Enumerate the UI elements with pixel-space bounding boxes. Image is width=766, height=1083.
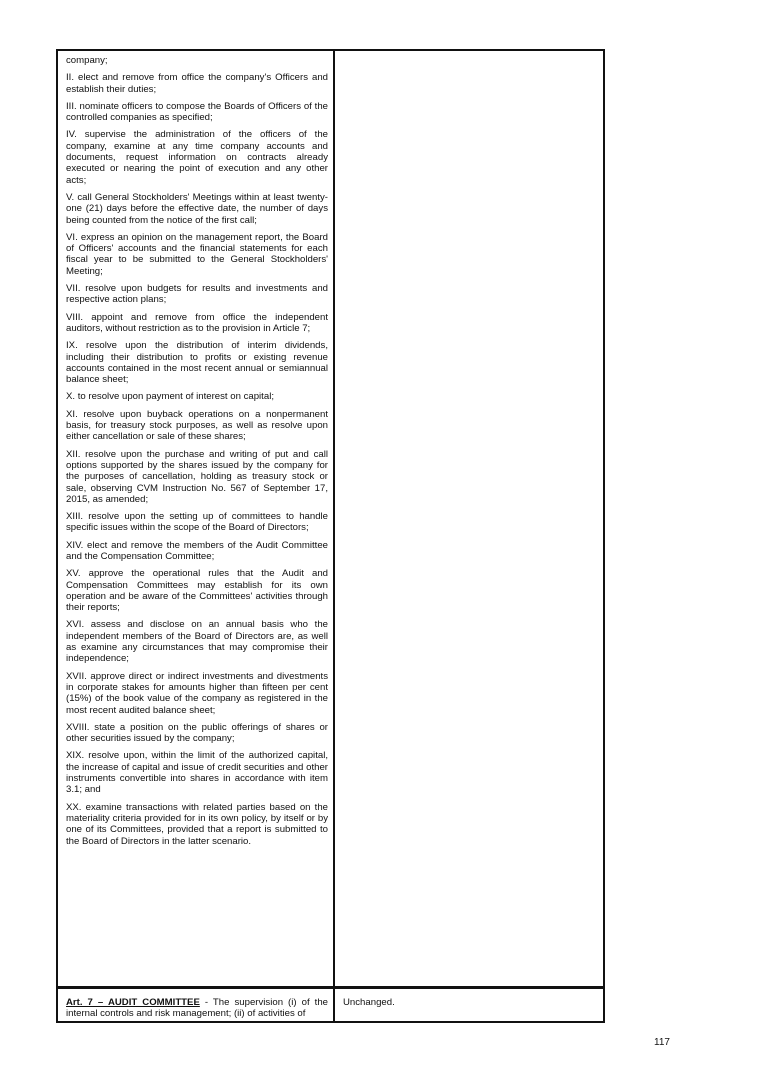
paragraph: XII. resolve upon the purchase and writing of put and call options supported by the shares issued by the company for the purposes of cancellation, holding as treasury stock or sale, observing CVM Instruction No. 567 of September 17, 2015, as amended; [66, 448, 328, 505]
comparison-table [56, 49, 605, 1023]
paragraph: XI. resolve upon buyback operations on a nonpermanent basis, for treasury stock purposes, as well as resolve upon either cancellation or sale of these shares; [66, 408, 328, 443]
paragraph: XV. approve the operational rules that the Audit and Compensation Committees may establish for its own operation and be aware of the Committees' activities through their reports; [66, 568, 328, 614]
paragraph: X. to resolve upon payment of interest on capital; [66, 391, 274, 403]
paragraph: VI. express an opinion on the management report, the Board of Officers' accounts and the financial statements for each fiscal year to be submitted to the General Stockholders' Meeting; [66, 231, 328, 277]
column-divider [333, 51, 335, 1021]
paragraph: II. elect and remove from office the company's Officers and establish their duties; [66, 72, 328, 95]
row1-left-cell [66, 55, 328, 853]
paragraph: company; [66, 55, 108, 66]
article-text: - The supervision (i) of the internal controls and risk management; (ii) of activities of [66, 997, 328, 1020]
paragraph: XIV. elect and remove the members of the Audit Committee and the Compensation Committee; [66, 539, 328, 562]
paragraph: XIII. resolve upon the setting up of committees to handle specific issues within the scope of the Board of Directors; [66, 511, 328, 534]
article-heading: Art. 7 – AUDIT COMMITTEE [66, 997, 200, 1008]
paragraph: V. call General Stockholders' Meetings within at least twenty-one (21) days before the effective date, the number of days being counted from the notice of the first call; [66, 191, 328, 226]
paragraph: XIX. resolve upon, within the limit of the authorized capital, the increase of capital and issue of credit securities and other instruments convertible into shares in accordance with item 3.1; and [66, 750, 328, 796]
row2-left-cell [66, 997, 328, 1020]
paragraph: VIII. appoint and remove from office the independent auditors, without restriction as to the provision in Article 7; [66, 311, 328, 334]
paragraph: IX. resolve upon the distribution of interim dividends, including their distribution to profits or existing revenue accounts contained in the most recent annual or semiannual balance sheet; [66, 340, 328, 386]
paragraph: XVIII. state a position on the public offerings of shares or other securities issued by the company; [66, 721, 328, 745]
paragraph: VII. resolve upon budgets for results and investments and respective action plans; [66, 283, 328, 306]
paragraph: XVII. approve direct or indirect investments and divestments in corporate stakes for amounts higher than fifteen per cent (15%) of the book value of the company as registered in the most recent audited balance sheet; [66, 670, 328, 716]
paragraph: IV. supervise the administration of the officers of the company, examine at any time company accounts and documents, request information on contracts already executed or nearing the point of execution and any other acts; [66, 129, 328, 186]
row2-right-cell: Unchanged. [343, 997, 395, 1008]
paragraph: XVI. assess and disclose on an annual basis who the independent members of the Board of Directors are, as well as examine any circumstances that may compromise their independence; [66, 619, 328, 665]
paragraph: III. nominate officers to compose the Boards of Officers of the controlled companies as specified; [66, 100, 328, 124]
row-divider [58, 986, 603, 989]
paragraph: XX. examine transactions with related parties based on the materiality criteria provided for in its own policy, by itself or by one of its Committees, provided that a report is submitted to the Board of Directors in the latter scenario. [66, 801, 328, 847]
page-number: 117 [654, 1037, 670, 1048]
